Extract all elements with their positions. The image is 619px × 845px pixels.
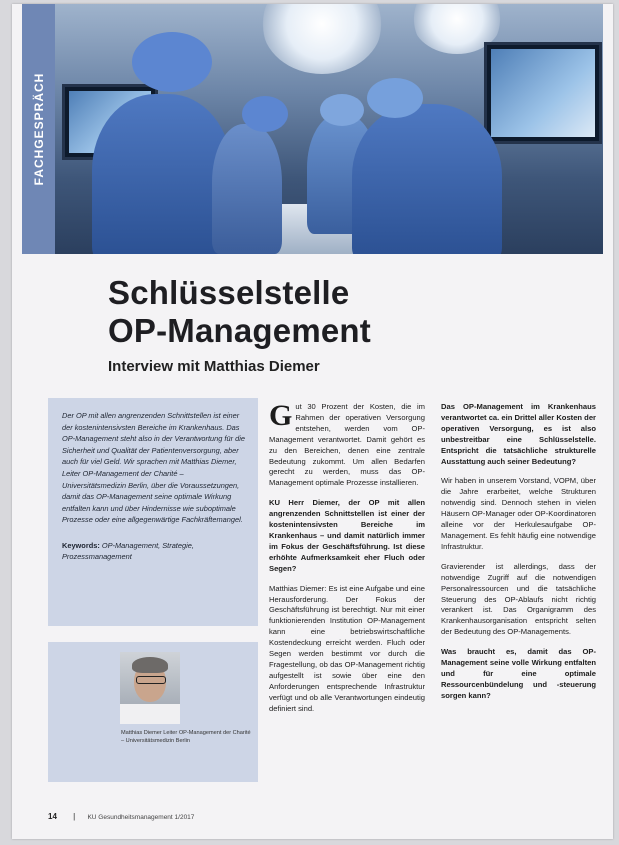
surgery-photo	[22, 4, 603, 254]
text-column-1	[269, 399, 425, 723]
text-column-2	[441, 402, 596, 711]
keywords-value: OP-Management, Strategie, Prozessmanagement	[62, 540, 194, 561]
answer-2-part-2: Gravierender ist allerdings, dass der notwendige Zugriff auf die notwendigen Personalressourcen und die tatsächliche Steuerung des OP-Ablaufs nicht richtig verankert ist. Das Organigramm des Krankenhausorganisation entspricht selten der Bedeutung des OP-Managements.	[441, 561, 596, 637]
magazine-name: KU Gesundheitsmanagement 1/2017	[87, 814, 195, 821]
magazine-page	[12, 4, 613, 839]
keywords	[62, 540, 248, 562]
page-number: 14	[48, 812, 57, 821]
page-footer	[48, 812, 194, 821]
surgeon-3-cap	[320, 94, 364, 126]
question-3: Was braucht es, damit das OP-Management seine volle Wirkung entfalten und für eine optimale Ressourcenbündelung und -steuerung sorgen kann?	[441, 647, 596, 700]
surgeon-1-cap	[132, 32, 212, 92]
portrait-caption: Matthias Diemer Leiter OP-Management der Charité – Universitätsmedizin Berlin	[121, 730, 251, 744]
surgeon-4-cap	[367, 78, 423, 118]
footer-separator: |	[73, 812, 76, 821]
article-subtitle: Interview mit Matthias Diemer	[108, 358, 320, 375]
title-line-1: Schlüsselstelle	[108, 274, 350, 311]
article-title	[108, 274, 371, 350]
surgeon-2	[212, 124, 282, 254]
surgeon-2-cap	[242, 96, 288, 132]
intro-paragraph: Gut 30 Prozent der Kosten, die im Rahmen der operativen Versorgung entstehen, werden vom OP-Management verantwortet. Damit gehört es zu den Bereichen, denen eine zentrale Bedeutung zukommt. Um allen Bedarfen gerecht zu werden, muss das OP-Management optimale Prozesse installieren.	[269, 399, 425, 488]
abstract-box	[48, 398, 258, 626]
section-label: FACHGESPRÄCH	[31, 72, 46, 186]
answer-2-part-1: Wir haben in unserem Vorstand, VOPM, über die Jahre erarbeitet, welche Strukturen notwendig sind. Dennoch stehen in vielen Häusern OP-Manager oder OP-Koordinatoren alleine vor der Herkulesaufgabe OP-Management. Es fehlt häufig eine notwendige Infrastruktur.	[441, 476, 596, 551]
portrait-photo	[120, 652, 180, 724]
question-1: KU Herr Diemer, der OP mit allen angrenzenden Schnittstellen ist einer der kostenintensivsten Bereiche im Krankenhaus – und damit natürlich immer im Fokus der Geschäftsführung. Ist diese erhöhte Aufmerksamkeit eher Fluch oder Segen?	[269, 498, 425, 573]
drop-cap: G	[269, 399, 293, 432]
question-2: Das OP-Management im Krankenhaus verantwortet ca. ein Drittel aller Kosten der operativen Versorgung, es ist also unbestreitbar eine Schlüsselstelle. Entspricht die tatsächliche strukturelle Ausstattung auch seiner Bedeutung?	[441, 402, 596, 466]
abstract-text: Der OP mit allen angrenzenden Schnittstellen ist einer der kostenintensivsten Bereiche im Krankenhaus. Das OP-Management steht also in der Verantwortung für die Sicherheit und Qualität der Patientenversorgung, aber auch für viel Geld. Wir sprachen mit Matthias Diemer, Leiter OP-Management der Charité – Universitätsmedizin Berlin, über die Voraussetzungen, damit das OP-Management seine optimale Wirkung entfalten kann und über Hindernisse wie suboptimale Prozesse oder eine allgegenwärtige Fachkräftemangel.	[62, 411, 245, 525]
answer-1: Matthias Diemer: Es ist eine Aufgabe und eine Herausforderung. Der Fokus der Geschäftsführung ist berechtigt. Nur mit einer funktionierenden Institution OP-Management kann eine betriebswirtschaftliche Kostendeckung erreicht werden. Fluch oder Segen werden bestimmt vor durch die Fragestellung, ob das OP-Management richtig aufgestellt ist sowie über eine den Anforderungen entsprechende Infrastruktur verfügt und ob alle Verantwortungen eindeutig definiert sind.	[269, 583, 425, 713]
section-band	[22, 4, 55, 254]
surgeon-4	[352, 104, 502, 254]
title-line-2: OP-Management	[108, 312, 371, 349]
surgeon-1	[92, 94, 232, 254]
surgical-lamp-left	[262, 4, 382, 74]
keywords-label: Keywords:	[62, 540, 100, 550]
monitor-right	[484, 42, 602, 144]
portrait-box	[48, 642, 258, 782]
